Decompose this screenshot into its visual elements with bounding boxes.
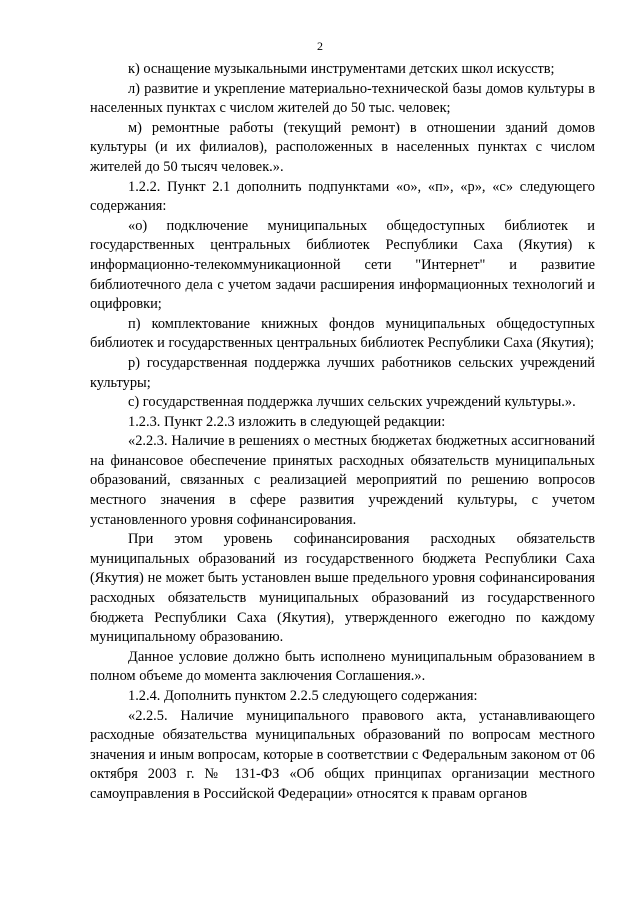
page-number: 2 — [317, 39, 323, 53]
paragraph-1-2-3: 1.2.3. Пункт 2.2.3 изложить в следующей редакции: — [128, 413, 446, 430]
paragraph-condition: Данное условие должно быть исполнено муниципальным образованием в полном объеме до момента заключения Соглашения.». — [90, 648, 595, 685]
paragraph-s: с) государственная поддержка лучших сельских учреждений культуры.». — [128, 394, 576, 411]
paragraph-o: «о) подключение муниципальных общедоступных библиотек и государственных центральных библиотек Республики Саха (Якутия) к информационно-телекоммуникационной сети "Интернет" и развитие библиотечного дела с учетом задачи расширения информационных технологий и оцифровки; — [90, 217, 595, 313]
paragraph-1-2-2: 1.2.2. Пункт 2.1 дополнить подпунктами «о», «п», «р», «с» следующего содержания: — [90, 178, 595, 215]
paragraph-p: п) комплектование книжных фондов муниципальных общедоступных библиотек и государственных центральных библиотек Республики Саха (Якутия); — [90, 315, 595, 352]
paragraph-r: р) государственная поддержка лучших работников сельских учреждений культуры; — [90, 354, 595, 391]
paragraph-m: м) ремонтные работы (текущий ремонт) в отношении зданий домов культуры (и их филиалов), расположенных в населенных пунктах с числом жителей до 50 тысяч человек.». — [90, 119, 595, 175]
paragraph-1-2-4: 1.2.4. Дополнить пунктом 2.2.5 следующего содержания: — [128, 688, 478, 704]
paragraph-cofinancing: При этом уровень софинансирования расходных обязательств муниципальных образований из государственного бюджета Республики Саха (Якутия) не может быть установлен выше предельного уровня софинансирования расходных обязательств муниципальных образований из государственного бюджета Республики Саха (Якутия), утвержденного ежегодно по каждому муниципальному образованию. — [90, 531, 595, 646]
paragraph-2-2-3: «2.2.3. Наличие в решениях о местных бюджетах бюджетных ассигнований на финансовое обеспечение принятых расходных обязательств муниципальных образований, связанных с реализацией мероприятий по решению вопросов местного значения в сфере развития учреждений культуры, с учетом установленного уровня софинансирования. — [90, 433, 595, 528]
paragraph-k: к) оснащение музыкальными инструментами детских школ искусств; — [128, 61, 555, 77]
paragraph-l: л) развитие и укрепление материально-технической базы домов культуры в населенных пунктах с числом жителей до 50 тыс. человек; — [90, 80, 595, 117]
document-body — [90, 60, 595, 805]
paragraph-2-2-5: «2.2.5. Наличие муниципального правового акта, устанавливающего расходные обязательства муниципальных образований по вопросам местного значения и иным вопросам, которые в соответствии с Федеральным законом от 06 октября 2003 г. № 131-ФЗ «Об общих принципах организации местного самоуправления в Российской Федерации» относятся к правам органов — [90, 707, 595, 802]
